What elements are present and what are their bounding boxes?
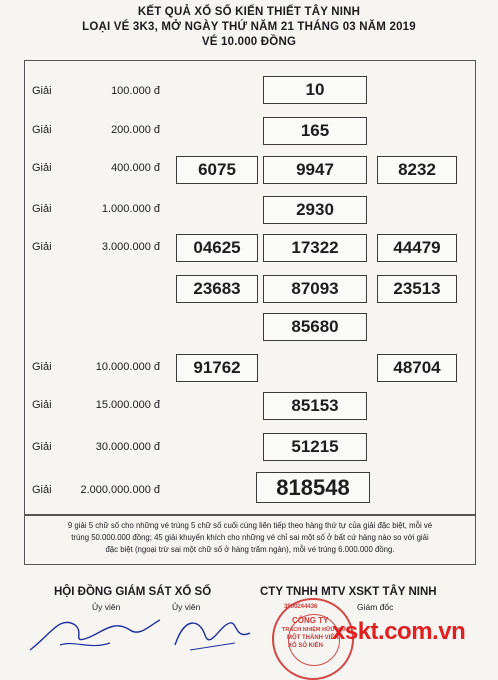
prize-number: 87093 bbox=[263, 275, 367, 303]
prize-amount-9: 2.000.000.000 đ bbox=[80, 484, 160, 496]
prize-label: Giải bbox=[32, 241, 52, 253]
stamp-text-4: XỔ SỐ KIẾN bbox=[288, 643, 324, 649]
prize-number: 6075 bbox=[176, 156, 258, 184]
title-line-2: LOẠI VÉ 3K3, MỞ NGÀY THỨ NĂM 21 THÁNG 03 NĂM 2019 bbox=[82, 21, 416, 33]
prize-number: 8232 bbox=[377, 156, 457, 184]
prize-number: 23513 bbox=[377, 275, 457, 303]
special-prize-number: 818548 bbox=[256, 472, 370, 503]
prize-label: Giải bbox=[32, 162, 52, 174]
prize-number: 17322 bbox=[263, 234, 367, 262]
stamp-text-3: MỘT THÀNH VIÊN bbox=[287, 635, 339, 641]
prize-label: Giải bbox=[32, 203, 52, 215]
prize-amount-2: 200.000 đ bbox=[111, 124, 160, 136]
prize-amount-5: 3.000.000 đ bbox=[101, 241, 160, 253]
prize-number: 165 bbox=[263, 117, 367, 145]
director-label: Giám đốc bbox=[357, 602, 394, 612]
prize-amount-1: 100.000 đ bbox=[111, 85, 160, 97]
prize-notes bbox=[24, 515, 476, 565]
prize-amount-4: 1.000.000 đ bbox=[101, 203, 160, 215]
prize-number: 9947 bbox=[263, 156, 367, 184]
prize-number: 10 bbox=[263, 76, 367, 104]
prize-label: Giải bbox=[32, 85, 52, 97]
stamp-text-2: TRÁCH NHIỆM HỮU HẠN bbox=[282, 627, 348, 633]
company-title: CTY TNHH MTV XSKT TÂY NINH bbox=[260, 586, 437, 598]
member-label-2: Ủy viên bbox=[172, 602, 201, 612]
note-line-3: đặc biệt (ngoại trừ sai một chữ số ở hàng trăm ngàn), mỗi vé trúng 6.000.000 đồng. bbox=[105, 545, 395, 554]
note-line-1: 9 giải 5 chữ số cho những vé trúng 5 chữ số cuối cùng liên tiếp theo hàng thứ tự của giải đặc biệt, mỗi vé bbox=[67, 521, 433, 530]
prize-label: Giải bbox=[32, 361, 52, 373]
prize-number: 23683 bbox=[176, 275, 258, 303]
stamp-code: 3900244436 bbox=[284, 604, 318, 610]
signature-left bbox=[20, 605, 170, 656]
prize-label: Giải bbox=[32, 441, 52, 453]
note-line-2: trúng 50.000.000 đồng; 45 giải khuyến khích cho những vé chỉ sai một số ở bất cứ hàng nào so với giải bbox=[71, 533, 429, 542]
stamp-text-1: CÔNG TY bbox=[292, 616, 329, 625]
prize-number: 85680 bbox=[263, 313, 367, 341]
prize-number: 44479 bbox=[377, 234, 457, 262]
watermark-logo: xskt.com.vn bbox=[332, 618, 466, 645]
supervisory-council-title: HỘI ĐỒNG GIÁM SÁT XỔ SỐ bbox=[54, 586, 212, 598]
prize-number: 2930 bbox=[263, 196, 367, 224]
member-label-1: Ủy viên bbox=[92, 602, 121, 612]
prize-number: 85153 bbox=[263, 392, 367, 420]
prize-label: Giải bbox=[32, 399, 52, 411]
prize-label: Giải bbox=[32, 124, 52, 136]
prize-amount-8: 30.000.000 đ bbox=[95, 441, 160, 453]
prize-number: 04625 bbox=[176, 234, 258, 262]
prize-number: 51215 bbox=[263, 433, 367, 461]
title-line-1: KẾT QUẢ XỔ SỐ KIẾN THIẾT TÂY NINH bbox=[137, 6, 361, 18]
prize-number: 91762 bbox=[176, 354, 258, 382]
signature-middle bbox=[165, 605, 265, 656]
prize-amount-7: 15.000.000 đ bbox=[95, 399, 160, 411]
title-line-3: VÉ 10.000 ĐỒNG bbox=[201, 36, 297, 48]
prize-label: Giải bbox=[32, 484, 52, 496]
prize-number: 48704 bbox=[377, 354, 457, 382]
prize-amount-3: 400.000 đ bbox=[111, 162, 160, 174]
prize-amount-6: 10.000.000 đ bbox=[95, 361, 160, 373]
